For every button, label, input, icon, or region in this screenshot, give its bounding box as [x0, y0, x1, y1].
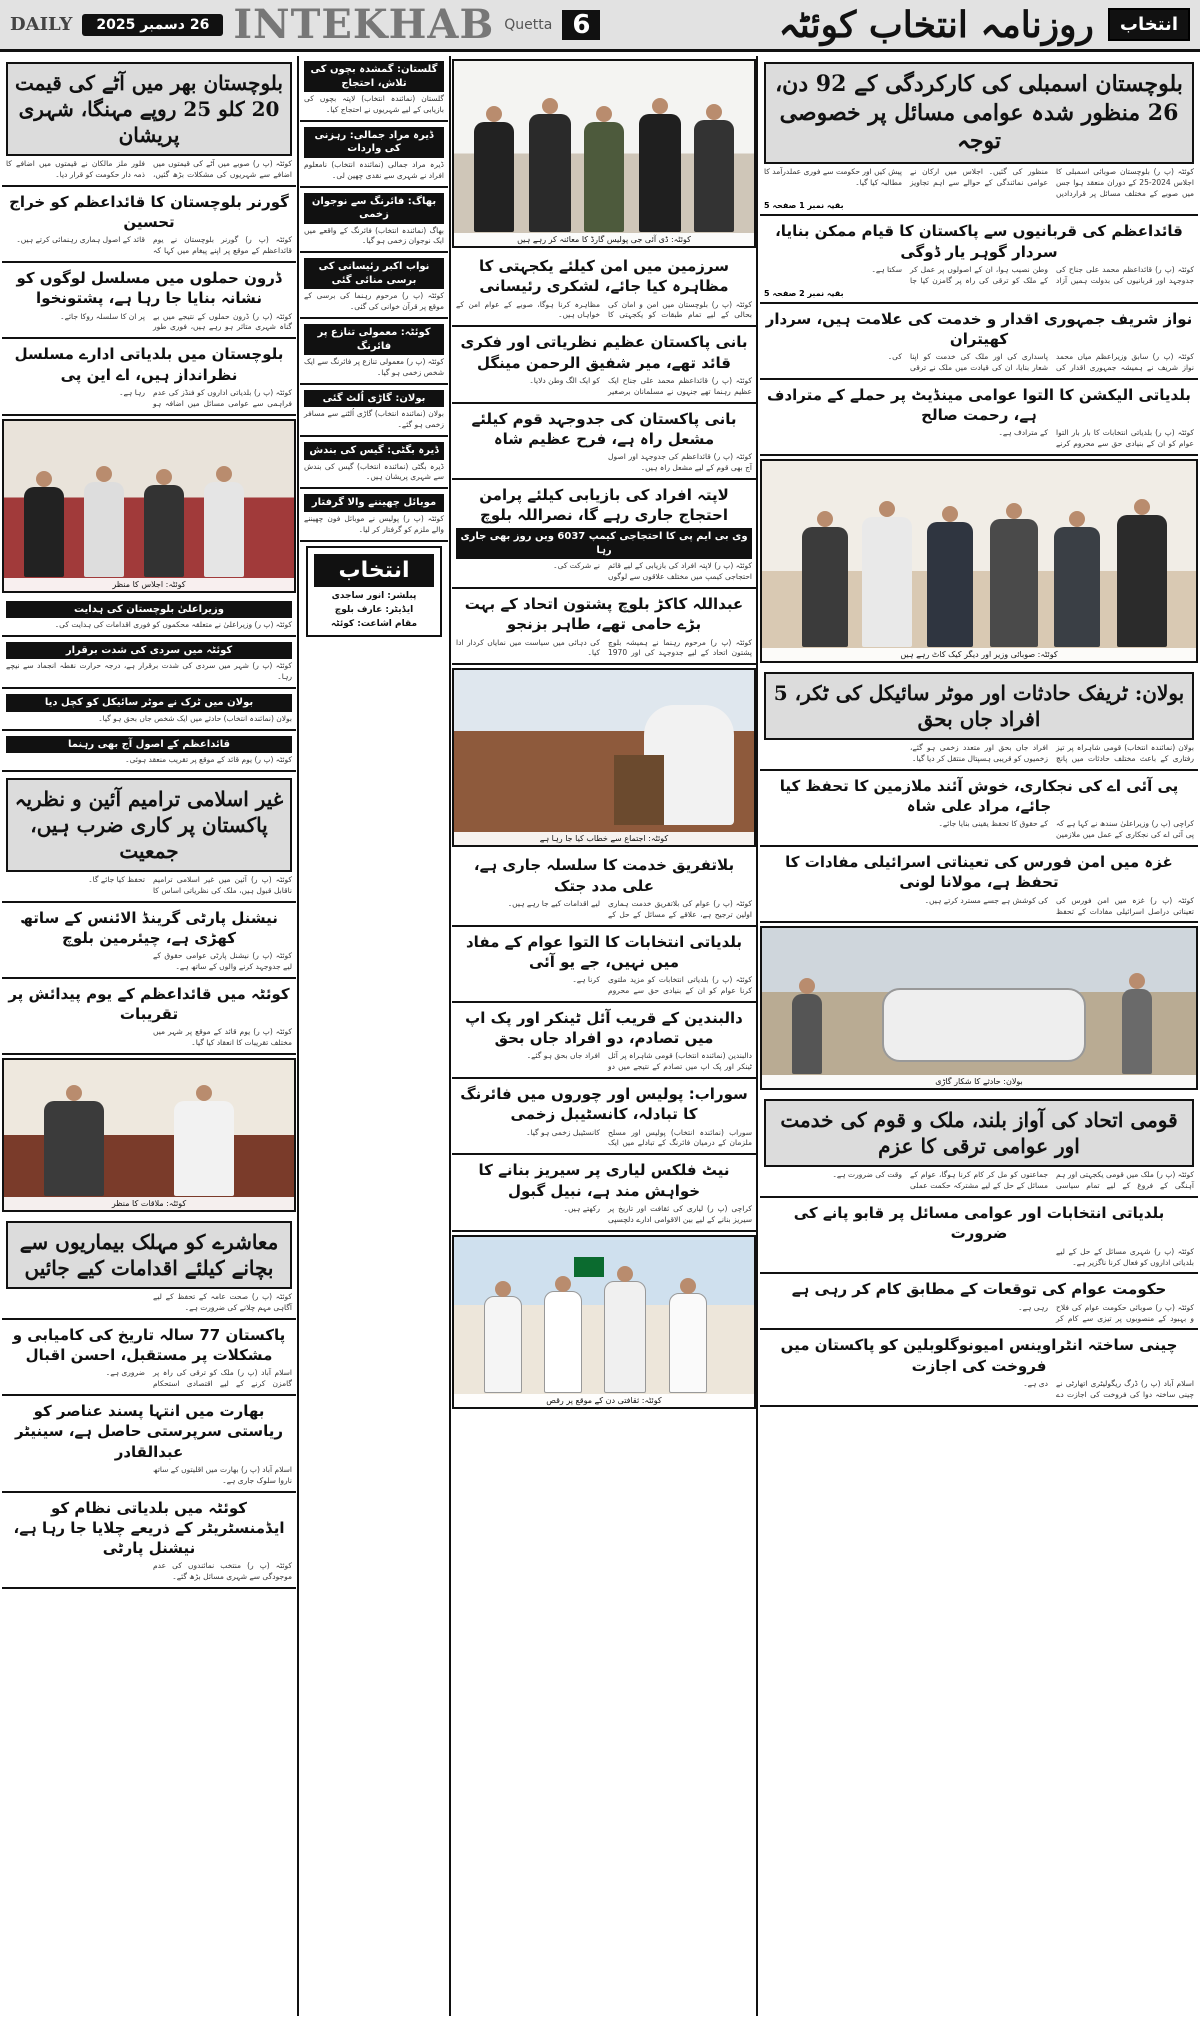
- story-headline: بلدیاتی الیکشن کا التوا عوامی مینڈیٹ پر حملے کے مترادف ہے، رحمت صالح: [767, 385, 1191, 425]
- story-headline: بلوچستان میں بلدیاتی ادارے مسلسل نظرانداز ہیں، اے این پی: [14, 345, 284, 384]
- person-figure: [544, 1291, 582, 1393]
- story-headline: پاکستان 77 سالہ تاریخ کی کامیابی و مشکلات پر مستقبل، احسن اقبال: [12, 1325, 286, 1365]
- column-middle: [452, 56, 756, 2016]
- masthead-city: Quetta: [504, 16, 553, 33]
- column-rule: [449, 56, 451, 2016]
- brief-body: کوئٹہ (پ ر) شہر میں سردی کی شدت برقرار ہے، درجہ حرارت نقطہ انجماد سے نیچے رہا۔: [6, 661, 292, 682]
- story-headline: حکومت عوام کی توقعات کے مطابق کام کر رہی ہے: [791, 1280, 1167, 1299]
- story-headline: کوئٹہ میں بلدیاتی نظام کو ایڈمنسٹریٹر کے ذریعے چلایا جا رہا ہے، نیشنل پارٹی: [13, 1498, 285, 1558]
- story-banner-headline: غیر اسلامی ترامیم آئین و نظریہ پاکستان پر کاری ضرب ہیں، جمعیت: [6, 778, 292, 872]
- story: [2, 1396, 296, 1493]
- story-body: کراچی (پ ر) وزیراعلیٰ سندھ نے کہا ہے کہ پی آئی اے کی نجکاری کے عمل میں ملازمین کے حقوق کا تحفظ یقینی بنایا جائے۔: [938, 819, 1194, 840]
- story: [760, 847, 1198, 923]
- story: [2, 903, 296, 979]
- story-banner-headline: بلوچستان اسمبلی کی کارکردگی کے 92 دن، 26 منظور شدہ عوامی مسائل پر خصوصی توجہ: [764, 62, 1194, 164]
- person-figure: [174, 1101, 234, 1196]
- person-figure: [484, 1296, 522, 1393]
- brief-body: ڈیرہ مراد جمالی (نمائندہ انتخاب) نامعلوم افراد نے شہری سے نقدی چھین لی۔: [304, 159, 444, 180]
- story-body: کوئٹہ (پ ر) غزہ میں امن فورس کی تعیناتی دراصل اسرائیلی مفادات کے تحفظ کی کوشش ہے جسے مسترد کرتے ہیں۔: [924, 895, 1194, 916]
- brief-item: [2, 596, 296, 637]
- story-body: کوئٹہ (پ ر) صوبے میں آٹے کی قیمتوں میں اضافے سے شہریوں کی مشکلات بڑھ گئیں، فلور ملز مالکان نے قیمتوں میں اضافے کا ذمہ دار حکومت کو قرار دیا۔: [6, 159, 292, 179]
- person-figure: [584, 122, 624, 232]
- story: [2, 263, 296, 339]
- story-subheadline: وی بی ایم پی کا احتجاجی کیمپ 6037 ویں روز بھی جاری رہا: [456, 528, 752, 559]
- story: [452, 327, 756, 403]
- person-figure: [1122, 989, 1152, 1074]
- story-headline: بانی پاکستان کی جدوجہد قوم کیلئے مشعل راہ ہے، فرح عظیم شاہ: [471, 409, 737, 448]
- vehicle-shape: [882, 988, 1086, 1062]
- brief-item: [300, 56, 448, 122]
- photo-caption: کوئٹہ: ثقافتی دن کے موقع پر رقص: [454, 1394, 754, 1407]
- story: [760, 56, 1198, 216]
- story: [452, 480, 756, 589]
- brief-headline: نواب اکبر رئیسانی کی برسی منائی گئی: [304, 258, 444, 289]
- news-photo: [760, 926, 1198, 1090]
- story-body: کوئٹہ (پ ر) عوام کی بلاتفریق خدمت ہماری اولین ترجیح ہے، علاقے کے مسائل کے حل کے لیے اقدامات کیے جا رہے ہیں۔: [507, 898, 752, 919]
- story: [2, 56, 296, 187]
- brief-body: کوئٹہ (پ ر) وزیراعلیٰ نے متعلقہ محکموں کو فوری اقدامات کی ہدایت کی۔: [54, 620, 292, 629]
- person-figure: [694, 120, 734, 232]
- person-figure: [1054, 527, 1100, 647]
- story: [452, 927, 756, 1003]
- column-narrow: [300, 56, 448, 2016]
- story-headline: کوئٹہ میں قائداعظم کے یوم پیدائش پر تقریبات: [8, 984, 290, 1024]
- imprint-box: [306, 546, 442, 637]
- story-body: کوئٹہ (پ ر) بلوچستان میں امن و امان کی بحالی کے لیے تمام طبقات کو یکجہتی کا مظاہرہ کرنا ہوگا، صوبے کے عوام امن کے خواہاں ہیں۔: [456, 299, 752, 320]
- brief-item: [300, 319, 448, 385]
- person-figure: [669, 1293, 707, 1393]
- brief-headline: گلستان: گمشدہ بچوں کی تلاش، احتجاج: [304, 61, 444, 92]
- podium-shape: [614, 755, 664, 825]
- column-right: [760, 56, 1198, 2016]
- story-body: کوئٹہ (پ ر) یوم قائد کے موقع پر شہر میں مختلف تقریبات کا انعقاد کیا گیا۔: [153, 1027, 292, 1048]
- person-figure: [1117, 515, 1167, 647]
- news-photo: [2, 1058, 296, 1212]
- person-figure: [927, 522, 973, 647]
- person-figure: [792, 994, 822, 1074]
- story: [452, 589, 756, 665]
- brief-headline: کوئٹہ: معمولی تنازع پر فائرنگ: [304, 324, 444, 355]
- imprint-logo: انتخاب: [314, 554, 434, 587]
- story: [760, 1330, 1198, 1406]
- story-headline: نیٹ فلکس لیاری پر سیریز بنانے کا خواہش مند ہے، نبیل گبول: [478, 1161, 730, 1200]
- person-figure: [990, 519, 1038, 647]
- story-body: کوئٹہ (پ ر) قائداعظم محمد علی جناح کی جدوجہد اور قربانیوں کی بدولت ہمیں آزاد وطن نصیب ہوا، ان کے اصولوں پر عمل کر کے ملک کو ترقی کی راہ پر گامزن کیا جا سکتا ہے۔: [871, 264, 1194, 285]
- story-body: دالبندین (نمائندہ انتخاب) قومی شاہراہ پر آئل ٹینکر اور پک اپ میں تصادم کے نتیجے میں دو افراد جاں بحق ہو گئے۔: [526, 1051, 752, 1072]
- story: [2, 1493, 296, 1590]
- story-headline: عبداللہ کاکڑ بلوچ پشتون اتحاد کے بہت بڑے حامی تھے، طاہر بزنجو: [464, 595, 744, 634]
- person-figure: [529, 114, 571, 232]
- brief-item: [300, 253, 448, 319]
- person-figure: [84, 482, 124, 577]
- brief-body: گلستان (نمائندہ انتخاب) لاپتہ بچوں کی بازیابی کے لیے شہریوں نے احتجاج کیا۔: [304, 94, 444, 114]
- story-body: کوئٹہ (پ ر) گورنر بلوچستان نے یوم قائداعظم کے موقع پر اپنے پیغام میں کہا کہ قائد کے اصول ہماری رہنمائی کرتے ہیں۔: [16, 235, 292, 256]
- brief-item: [300, 385, 448, 437]
- story: [2, 772, 296, 903]
- story: [760, 380, 1198, 456]
- story: [452, 1079, 756, 1155]
- news-photo: [452, 59, 756, 248]
- story-banner-headline: بولان: ٹریفک حادثات اور موٹر سائیکل کی ٹکر، 5 افراد جاں بحق: [764, 672, 1194, 740]
- story: [2, 339, 296, 415]
- brief-item: [300, 437, 448, 489]
- story-headline: قائداعظم کی قربانیوں سے پاکستان کا قیام ممکن بنایا، سردار گوہر یار ڈوگی: [775, 222, 1183, 261]
- story: [760, 1198, 1198, 1274]
- story-continued: بقیہ نمبر 2 صفحہ 5: [764, 288, 844, 298]
- brief-body: کوئٹہ (پ ر) پولیس نے موبائل فون چھیننے والے ملزم کو گرفتار کر لیا۔: [304, 513, 444, 534]
- story: [2, 187, 296, 263]
- story-body: کوئٹہ (پ ر) بلدیاتی انتخابات کو مزید ملتوی کرنا عوام کو ان کے بنیادی حق سے محروم کرنا ہے۔: [572, 975, 752, 995]
- story: [2, 979, 296, 1055]
- imprint-editor: ایڈیٹر: عارف بلوچ: [334, 604, 414, 615]
- brief-item: [2, 731, 296, 772]
- brief-body: کوئٹہ (پ ر) مرحوم رہنما کی برسی کے موقع پر قرآن خوانی کی گئی۔: [304, 291, 444, 312]
- story-body: کوئٹہ (پ ر) نیشنل پارٹی عوامی حقوق کے لیے جدوجہد کرنے والوں کے ساتھ ہے۔: [153, 951, 292, 971]
- story-body: کراچی (پ ر) لیاری کی ثقافت اور تاریخ پر سیریز بنانے کے لیے بین الاقوامی ادارے دلچسپی رکھتے ہیں۔: [563, 1203, 752, 1224]
- person-figure: [802, 527, 848, 647]
- story: [760, 666, 1198, 771]
- brief-headline: بولان میں ٹرک نے موٹر سائیکل کو کچل دیا: [6, 694, 292, 712]
- story: [452, 850, 756, 926]
- story: [760, 304, 1198, 380]
- story-headline: پی آئی اے کی نجکاری، خوش آئند ملازمین کا تحفظ کیا جائے، مراد علی شاہ: [779, 776, 1179, 816]
- news-photo: [760, 459, 1198, 663]
- story-body: کوئٹہ (پ ر) بلوچستان صوبائی اسمبلی کا اجلاس 2024-25 کے دوران منعقد ہوا جس میں صوبے کے مختلف مسائل پر قراردادیں منظور کی گئیں۔ اجلاس میں ارکان نے عوامی نمائندگی کے حوالے سے اہم تجاویز پیش کیں اور حکومت سے فوری عملدرآمد کا مطالبہ کیا گیا۔: [764, 166, 1194, 198]
- story-body: کوئٹہ (پ ر) آئین میں غیر اسلامی ترامیم ناقابل قبول ہیں، ملک کی نظریاتی اساس کا تحفظ کیا جائے گا۔: [88, 874, 292, 895]
- photo-caption: کوئٹہ: ڈی آئی جی پولیس گارڈ کا معائنہ کر رہے ہیں: [454, 233, 754, 246]
- story-body: بولان (نمائندہ انتخاب) قومی شاہراہ پر تیز رفتاری کے باعث مختلف حادثات میں پانچ افراد جاں بحق اور متعدد زخمی ہو گئے، زخمیوں کو قریبی ہسپتال منتقل کر دیا گیا۔: [910, 743, 1194, 764]
- imprint-place: مقام اشاعت: کوئٹہ: [330, 618, 418, 629]
- story-body: کوئٹہ (پ ر) شہری مسائل کے حل کے لیے بلدیاتی اداروں کو فعال کرنا ناگزیر ہے۔: [1056, 1246, 1194, 1267]
- story-headline: بلاتفریق خدمت کا سلسلہ جاری ہے، علی مدد جتک: [473, 856, 735, 895]
- person-figure: [44, 1101, 104, 1196]
- story-body: اسلام آباد (پ ر) ملک کو ترقی کی راہ پر گامزن کرنے کے لیے اقتصادی استحکام ضروری ہے۔: [105, 1368, 292, 1389]
- brief-item: [300, 489, 448, 541]
- brief-headline: کوئٹہ میں سردی کی شدت برقرار: [6, 642, 292, 660]
- brief-item: [2, 689, 296, 730]
- story-banner-headline: بلوچستان بھر میں آٹے کی قیمت 20 کلو 25 روپے مہنگا، شہری پریشان: [6, 62, 292, 156]
- column-left: [2, 56, 296, 2016]
- photo-caption: کوئٹہ: صوبائی وزیر اور دیگر کیک کاٹ رہے ہیں: [762, 648, 1196, 661]
- story-body: کوئٹہ (پ ر) ملک میں قومی یکجہتی اور ہم آہنگی کے فروغ کے لیے تمام سیاسی جماعتوں کو مل کر کام کرنا ہوگا، عوام کے مسائل کے حل کے لیے مشترکہ حکمت عملی وقت کی ضرورت ہے۔: [832, 1170, 1194, 1191]
- story: [452, 404, 756, 480]
- brief-headline: وزیراعلیٰ بلوچستان کی ہدایت: [6, 601, 292, 619]
- story-headline: گورنر بلوچستان کا قائداعظم کو خراج تحسین: [9, 192, 289, 231]
- person-figure: [862, 517, 912, 647]
- story-body: کوئٹہ (پ ر) صحت عامہ کے تحفظ کے لیے آگاہی مہم چلانے کی ضرورت ہے۔: [153, 1292, 292, 1312]
- brief-body: کوئٹہ (پ ر) معمولی تنازع پر فائرنگ سے ایک شخص زخمی ہو گیا۔: [304, 357, 444, 377]
- brief-body: بولان (نمائندہ انتخاب) حادثے میں ایک شخص جاں بحق ہو گیا۔: [98, 713, 292, 723]
- brief-body: کوئٹہ (پ ر) یوم قائد کے موقع پر تقریب منعقد ہوئی۔: [125, 755, 292, 764]
- photo-caption: کوئٹہ: ملاقات کا منظر: [4, 1197, 294, 1210]
- story-headline: دالبندین کے قریب آئل ٹینکر اور پک اپ میں تصادم، دو افراد جاں بحق: [465, 1008, 743, 1047]
- story-headline: غزہ میں امن فورس کی تعیناتی اسرائیلی مفادات کا تحفظ ہے، مولانا لونی: [785, 853, 1173, 892]
- story-headline: ڈرون حملوں میں مسلسل لوگوں کو نشانہ بنایا جا رہا ہے، پشتونخوا: [16, 269, 282, 308]
- story-headline: بلدیاتی انتخابات کا التوا عوام کے مفاد میں نہیں، جے یو آئی: [465, 932, 742, 971]
- story: [760, 1093, 1198, 1198]
- brief-body: بولان (نمائندہ انتخاب) گاڑی اُلٹنے سے مسافر زخمی ہو گئے۔: [304, 409, 444, 430]
- story: [760, 1274, 1198, 1330]
- photo-caption: کوئٹہ: اجلاس کا منظر: [4, 578, 294, 591]
- story-body: کوئٹہ (پ ر) لاپتہ افراد کی بازیابی کے لیے قائم احتجاجی کیمپ میں مختلف علاقوں سے لوگوں نے شرکت کی۔: [553, 561, 752, 582]
- masthead-right: [779, 4, 1190, 46]
- story: [760, 216, 1198, 303]
- story-headline: سرزمین میں امن کیلئے یکجہتی کا مظاہرہ کیا جائے، لشکری رئیسانی: [478, 257, 730, 296]
- story-headline: بھارت میں انتہا پسند عناصر کو ریاستی سرپرستی حاصل ہے، سینیٹر عبدالقادر: [14, 1402, 284, 1461]
- story-continued: بقیہ نمبر 1 صفحہ 5: [764, 201, 844, 211]
- masthead-date: 26 دسمبر 2025: [82, 14, 223, 36]
- story-body: کوئٹہ (پ ر) منتخب نمائندوں کی عدم موجودگی سے شہری مسائل بڑھ گئے۔: [153, 1561, 292, 1582]
- person-figure: [474, 122, 514, 232]
- brief-item: [300, 122, 448, 188]
- person-figure: [639, 114, 681, 232]
- story-body: کوئٹہ (پ ر) بلدیاتی اداروں کو فنڈز کی عدم فراہمی سے عوامی مسائل میں اضافہ ہو رہا ہے۔: [119, 387, 292, 408]
- story: [760, 771, 1198, 847]
- story-body: کوئٹہ (پ ر) قائداعظم محمد علی جناح ایک عظیم رہنما تھے جنہوں نے مسلمانان برصغیر کو ایک الگ وطن دلایا۔: [529, 375, 752, 396]
- masthead-logo: انتخاب: [1108, 8, 1190, 41]
- brief-headline: موبائل چھیننے والا گرفتار: [304, 494, 444, 512]
- story-banner-headline: معاشرے کو مہلک بیماریوں سے بچانے کیلئے اقدامات کیے جائیں: [6, 1221, 292, 1289]
- masthead-name-ur: روزنامہ انتخاب کوئٹہ: [778, 3, 1094, 46]
- flag-icon: [574, 1257, 604, 1277]
- imprint-publisher: پبلشر: انور ساجدی: [331, 590, 417, 601]
- news-photo: [2, 419, 296, 593]
- brief-headline: ڈیرہ مراد جمالی: رہزنی کی واردات: [304, 127, 444, 158]
- story-body: کوئٹہ (پ ر) مرحوم رہنما نے ہمیشہ بلوچ پشتون اتحاد کے لیے جدوجہد کی اور 1970 کی دہائی میں سیاست میں نمایاں کردار ادا کیا۔: [456, 637, 752, 658]
- story: [2, 1215, 296, 1320]
- story-headline: نیشنل پارٹی گرینڈ الائنس کے ساتھ کھڑی ہے، چیئرمین بلوچ: [20, 908, 278, 947]
- story-body: اسلام آباد (پ ر) ڈرگ ریگولیٹری اتھارٹی نے چینی ساختہ دوا کی فروخت کی اجازت دے دی ہے۔: [1023, 1378, 1194, 1399]
- page-number: 6: [562, 10, 600, 40]
- story-body: کوئٹہ (پ ر) قائداعظم کی جدوجہد اور اصول آج بھی قوم کے لیے مشعل راہ ہیں۔: [608, 452, 752, 472]
- story: [452, 251, 756, 327]
- brief-item: [2, 637, 296, 689]
- story-headline: لاپتہ افراد کی بازیابی کیلئے پرامن احتجاج جاری رہے گا، نصراللہ بلوچ: [479, 485, 729, 524]
- story: [452, 1155, 756, 1231]
- news-photo: [452, 1235, 756, 1409]
- story-body: کوئٹہ (پ ر) صوبائی حکومت عوام کی فلاح و بہبود کے منصوبوں پر تیزی سے کام کر رہی ہے۔: [1018, 1302, 1194, 1323]
- story-body: کوئٹہ (پ ر) ڈرون حملوں کے نتیجے میں بے گناہ شہری متاثر ہو رہے ہیں، فوری طور پر ان کا سلسلہ روکا جائے۔: [60, 311, 292, 332]
- story-body: کوئٹہ (پ ر) بلدیاتی انتخابات کا بار بار التوا عوام کو ان کے بنیادی حق سے محروم کرنے کے مترادف ہے۔: [998, 428, 1194, 449]
- brief-headline: ڈیرہ بگٹی: گیس کی بندش: [304, 442, 444, 460]
- person-figure: [204, 482, 244, 577]
- story-body: کوئٹہ (پ ر) سابق وزیراعظم میاں محمد نواز شریف نے ہمیشہ جمہوری اقدار کی پاسداری کی اور ملک کی خدمت کو اپنا شعار بنایا، ان کی قیادت میں ملک نے ترقی کی۔: [887, 352, 1194, 373]
- brief-item: [300, 188, 448, 254]
- story-body: اسلام آباد (پ ر) بھارت میں اقلیتوں کے ساتھ ناروا سلوک جاری ہے۔: [153, 1464, 292, 1485]
- brief-headline: قائداعظم کے اصول آج بھی رہنما: [6, 736, 292, 754]
- brief-body: ڈیرہ بگٹی (نمائندہ انتخاب) گیس کی بندش سے شہری پریشان ہیں۔: [304, 461, 444, 482]
- masthead-left: [10, 1, 600, 48]
- brief-headline: بولان: گاڑی اُلٹ گئی: [304, 390, 444, 408]
- story: [2, 1320, 296, 1396]
- story-headline: بلدیاتی انتخابات اور عوامی مسائل پر قابو پانے کی ضرورت: [793, 1204, 1165, 1243]
- column-rule: [297, 56, 299, 2016]
- story: [452, 1003, 756, 1079]
- masthead-daily: DAILY: [10, 14, 73, 35]
- story-body: سوراب (نمائندہ انتخاب) پولیس اور مسلح ملزمان کے درمیان فائرنگ کے تبادلے میں ایک کانسٹیبل زخمی ہو گیا۔: [526, 1127, 752, 1148]
- news-photo: [452, 668, 756, 847]
- column-rule: [756, 56, 758, 2016]
- photo-caption: بولان: حادثے کا شکار گاڑی: [762, 1075, 1196, 1088]
- brief-body: بھاگ (نمائندہ انتخاب) فائرنگ کے واقعے میں ایک نوجوان زخمی ہو گیا۔: [304, 225, 444, 246]
- photo-caption: کوئٹہ: اجتماع سے خطاب کیا جا رہا ہے: [454, 832, 754, 845]
- story-headline: سوراب: پولیس اور چوروں میں فائرنگ کا تبادلہ، کانسٹیبل زخمی: [460, 1085, 748, 1124]
- story-headline: چینی ساختہ انٹراوینس امیونوگلوبلین کو پاکستان میں فروخت کی اجازت: [780, 1336, 1178, 1375]
- story-banner-headline: قومی اتحاد کی آواز بلند، ملک و قوم کی خدمت اور عوامی ترقی کا عزم: [764, 1099, 1194, 1167]
- person-figure: [144, 485, 184, 577]
- story-headline: نواز شریف جمہوری اقدار و خدمت کی علامت ہیں، سردار کھیتران: [765, 309, 1193, 348]
- story-headline: بانی پاکستان عظیم نظریاتی اور فکری قائد تھے، میر شفیق الرحمن مینگل: [460, 333, 748, 372]
- person-figure: [24, 487, 64, 577]
- masthead-name-en: INTEKHAB: [233, 1, 495, 48]
- person-figure: [604, 1281, 646, 1393]
- masthead: [0, 0, 1200, 52]
- brief-headline: بھاگ: فائرنگ سے نوجوان زخمی: [304, 193, 444, 224]
